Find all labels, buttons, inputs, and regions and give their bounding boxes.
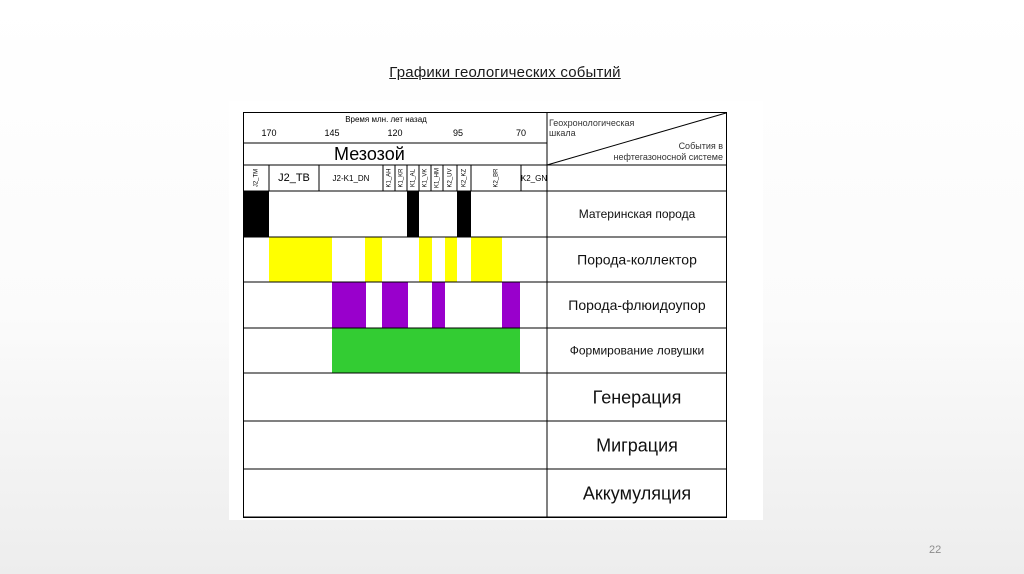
event-bar (382, 282, 408, 328)
event-row-label: Миграция (596, 435, 678, 456)
stage-label: J2_TB (278, 172, 310, 184)
slide-number: 22 (929, 544, 942, 556)
event-row-label: Материнская порода (578, 207, 696, 222)
chart-outer-frame (244, 113, 727, 518)
event-bar (269, 237, 332, 282)
events-chart-panel (229, 101, 763, 520)
events-label-line-1: События в (678, 141, 723, 151)
era-label: Мезозой (334, 144, 405, 164)
slide-title: Графики геологических событий (389, 64, 621, 81)
stage-label: K1_AL (410, 168, 417, 188)
events-chart (229, 101, 763, 520)
event-bar (457, 191, 471, 237)
event-bar (419, 237, 432, 282)
stage-label: K2_GN (520, 174, 548, 183)
event-bar (471, 237, 502, 282)
stage-label: K2_BR (493, 168, 500, 188)
event-row-label: Формирование ловушки (569, 343, 705, 358)
event-bar (432, 282, 445, 328)
event-bar (445, 237, 457, 282)
stage-label: K1_VK (422, 168, 429, 188)
event-row-label: Порода-коллектор (577, 251, 697, 268)
stage-label: K2_KZ (461, 168, 468, 188)
time-axis-label: Время млн. лет назад (345, 115, 427, 124)
stage-label: K1_HM (434, 167, 441, 189)
stage-label: J2-K1_DN (332, 174, 370, 183)
event-row-label: Порода-флюидоупор (568, 296, 706, 313)
stage-label: K2_UV (447, 168, 454, 188)
time-tick-label: 145 (324, 128, 340, 138)
event-bar (365, 237, 382, 282)
event-bar (332, 328, 520, 373)
time-tick-label: 170 (261, 128, 277, 138)
scale-label-line-1: Геохронологическая (549, 118, 635, 128)
event-bar (407, 191, 419, 237)
stage-label: K1_KR (398, 168, 405, 188)
event-bar (243, 191, 269, 237)
scale-label-line-2: шкала (549, 128, 576, 138)
stage-label: J2_TM (253, 168, 260, 188)
event-row-label: Аккумуляция (582, 483, 692, 504)
stage-label: K1_AH (386, 168, 393, 188)
time-tick-label: 95 (452, 128, 464, 138)
time-tick-label: 120 (387, 128, 403, 138)
event-row-label: Генерация (592, 387, 682, 408)
events-label-line-2: нефтегазоносной системе (613, 152, 723, 162)
time-tick-label: 70 (515, 128, 527, 138)
event-bar (502, 282, 520, 328)
event-bar (332, 282, 366, 328)
